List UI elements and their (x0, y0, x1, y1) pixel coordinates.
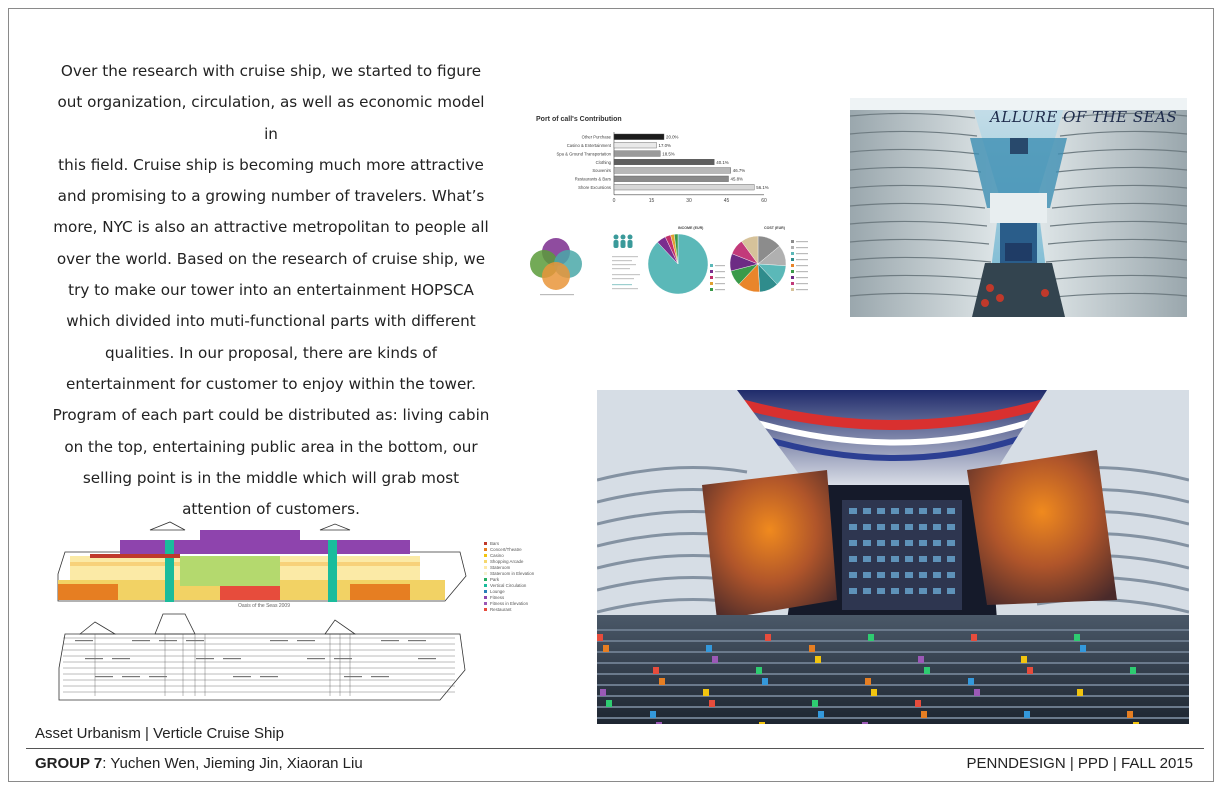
legend-swatch (484, 578, 487, 581)
venn-diagram (530, 238, 582, 295)
bar-category-label: Casino & Entertainment (566, 143, 611, 148)
group-members: : Yuchen Wen, Jieming Jin, Xiaoran Liu (102, 755, 363, 772)
bar-value-label: 40.1% (716, 159, 729, 165)
atrium-window (919, 572, 927, 578)
atrium-window (933, 524, 941, 530)
deck-label (270, 640, 288, 641)
deck-label (132, 640, 150, 641)
atrium-window (947, 540, 955, 546)
group-name: GROUP 7 (35, 755, 103, 772)
atrium-window (849, 540, 857, 546)
deck-label (196, 658, 214, 659)
bar-value-label: 45.8% (730, 176, 743, 182)
pie-legend-swatch (791, 288, 794, 291)
deck-label (418, 658, 436, 659)
seat-cushion (606, 700, 612, 707)
seat-cushion (815, 656, 821, 663)
legend-swatch (484, 596, 487, 599)
atrium-window (933, 588, 941, 594)
deck-label (344, 676, 362, 677)
deck-label (297, 640, 315, 641)
deck-label (186, 640, 204, 641)
atrium-window (919, 540, 927, 546)
seat-cushion (650, 711, 656, 718)
cruise-ship-section-colored (50, 518, 470, 614)
seat-cushion (603, 645, 609, 652)
atrium-photo-art (850, 98, 1187, 317)
atrium-window (891, 540, 899, 546)
pie-legend-swatch (791, 282, 794, 285)
atrium-window (933, 556, 941, 562)
seat-cushion (924, 667, 930, 674)
legend-swatch (484, 608, 487, 611)
atrium-window (877, 588, 885, 594)
atrium-window (891, 556, 899, 562)
group-credit (35, 755, 363, 772)
intro-line: attention of customers. (182, 500, 360, 519)
ship-section-colored-art (50, 518, 470, 614)
legend-label: Park (490, 576, 500, 582)
atrium-window (947, 556, 955, 562)
pie-legend-swatch (791, 276, 794, 279)
atrium-climbing-wall-photo (597, 390, 1189, 724)
legend-label: Restaurant (490, 606, 512, 612)
seat-cushion (968, 678, 974, 685)
intro-line: Program of each part could be distributed as: living cabin (52, 406, 490, 425)
legend-item (484, 570, 534, 576)
deck-label (112, 658, 130, 659)
legend-swatch (484, 584, 487, 587)
deck-label (122, 676, 140, 677)
atrium-window (863, 540, 871, 546)
intro-line: this field. Cruise ship is becoming much more attractive (58, 155, 484, 174)
aquatheater-photo-art (597, 390, 1189, 724)
deck-label (381, 640, 399, 641)
ship-section-caption: Oasis of the Seas 2009 (238, 603, 290, 609)
seat-cushion (703, 689, 709, 696)
legend-item (484, 600, 534, 606)
venn-circle (542, 262, 570, 290)
atrium-window (863, 588, 871, 594)
bar-value-label: 17.0% (658, 143, 671, 148)
pie-legend-swatch (791, 258, 794, 261)
seat-cushion (809, 645, 815, 652)
seat-cushion (597, 634, 603, 641)
cost-pie-title: COST (EUR) (764, 226, 785, 230)
deck-label (334, 658, 352, 659)
seat-cushion (659, 678, 665, 685)
deck-label (75, 640, 93, 641)
seat-cushion (1130, 667, 1136, 674)
pie-legend-swatch (791, 240, 794, 243)
pie-legend-line (796, 241, 808, 242)
venn-caption-line (540, 294, 574, 295)
pie-legend-swatch (791, 270, 794, 273)
ship-program-legend (484, 540, 534, 612)
legend-label: Stateroom (490, 564, 511, 570)
legend-label: Shopping Arcade (490, 558, 524, 564)
seat-cushion (712, 656, 718, 663)
people-icon (614, 235, 633, 249)
pie-legend-swatch (710, 282, 713, 285)
atrium-window (905, 540, 913, 546)
seat-cushion (862, 722, 868, 724)
cruise-ship-section-line (55, 612, 470, 706)
intro-text (50, 56, 492, 525)
deck-label (223, 658, 241, 659)
pie-legend-line (796, 259, 808, 260)
seat-cushion (921, 711, 927, 718)
school-credit: PENNDESIGN | PPD | FALL 2015 (966, 755, 1193, 772)
infographic (528, 106, 830, 316)
atrium-window (877, 508, 885, 514)
bar-category-label: Spa & Ground Transportation (556, 151, 611, 157)
deck-label (307, 658, 325, 659)
bar-value-label: 56.1% (756, 185, 769, 190)
seat-cushion (1133, 722, 1139, 724)
deck-label (85, 658, 103, 659)
pie-legend-swatch (710, 276, 713, 279)
atrium-window (849, 524, 857, 530)
legend-label: Bars (490, 540, 500, 546)
seat-cushion (1027, 667, 1033, 674)
pie-legend-swatch (710, 264, 713, 267)
atrium-window (947, 524, 955, 530)
bar-category-label: Shore Excursions (578, 185, 611, 190)
deck-label (149, 676, 167, 677)
seat-cushion (918, 656, 924, 663)
seat-cushion (915, 700, 921, 707)
pie-legend-line (796, 283, 808, 284)
seat-cushion (653, 667, 659, 674)
atrium-window (891, 524, 899, 530)
atrium-window (919, 556, 927, 562)
intro-line: over the world. Based on the research of cruise ship, we (56, 249, 486, 268)
x-tick-label: 0 (612, 197, 616, 204)
atrium-window (933, 540, 941, 546)
pie-legend-swatch (791, 264, 794, 267)
cost-pie-chart (730, 236, 786, 292)
intro-line: out organization, circulation, as well as economic model in (57, 93, 485, 143)
pie-legend-line (715, 277, 725, 278)
seat-cushion (706, 645, 712, 652)
legend-swatch (484, 554, 487, 557)
legend-label: Stateroom in Elevation (490, 570, 535, 576)
atrium-window (849, 508, 857, 514)
pie-legend-line (715, 271, 725, 272)
deck-label (95, 676, 113, 677)
atrium-window (905, 572, 913, 578)
pie-legend-swatch (791, 246, 794, 249)
intro-line: entertainment for customer to enjoy within the tower. (66, 374, 476, 393)
seat-cushion (1021, 656, 1027, 663)
intro-line: more, NYC is also an attractive metropolitan to people all (53, 218, 489, 237)
pie-legend-line (796, 253, 808, 254)
pie-legend-line (715, 283, 725, 284)
intro-line: selling point is in the middle which will grab most (82, 468, 460, 487)
seat-cushion (1127, 711, 1133, 718)
seat-cushion (762, 678, 768, 685)
seat-cushion (756, 667, 762, 674)
intro-line: Over the research with cruise ship, we started to figure (60, 62, 482, 80)
atrium-window (877, 540, 885, 546)
atrium-window (933, 508, 941, 514)
bar-category-label: Souvenirs (592, 168, 611, 174)
atrium-window (877, 556, 885, 562)
x-tick-label: 45 (723, 197, 730, 204)
deck-label (408, 640, 426, 641)
seat-cushion (1074, 634, 1080, 641)
legend-label: Vertical Circulation (490, 582, 527, 588)
bar-category-label: Clothing (595, 159, 611, 165)
atrium-window (849, 556, 857, 562)
chart-title: Port of call's Contribution (536, 116, 622, 123)
deck-label (159, 640, 177, 641)
legend-label: Concert/Theatre (490, 546, 522, 552)
atrium-window (891, 572, 899, 578)
bar-value-label: 20.0% (666, 134, 679, 140)
allure-of-the-seas-label: ALLURE OF THE SEAS (990, 108, 1178, 126)
deck-label (371, 676, 389, 677)
intro-line: and promising to a growing number of travelers. What’s (57, 187, 485, 206)
legend-label: Casino (490, 552, 504, 558)
pie-legend-swatch (791, 252, 794, 255)
bar-category-label: Restaurants & Bars (574, 176, 611, 182)
legend-label: Fitness in Elevation (490, 600, 529, 606)
economics-chart-panel (528, 106, 830, 316)
seat-cushion (656, 722, 662, 724)
atrium-window (947, 588, 955, 594)
atrium-window (933, 572, 941, 578)
legend-swatch (484, 572, 487, 575)
seat-cushion (812, 700, 818, 707)
atrium-window (905, 524, 913, 530)
atrium-window (849, 588, 857, 594)
intro-line: which divided into muti-functional parts with different (66, 312, 476, 331)
legend-swatch (484, 542, 487, 545)
ship-section-line-art (55, 612, 470, 706)
atrium-window (877, 572, 885, 578)
seat-cushion (709, 700, 715, 707)
seat-cushion (1024, 711, 1030, 718)
pie-legend-line (715, 265, 725, 266)
atrium-window (863, 556, 871, 562)
atrium-window (891, 588, 899, 594)
project-caption: Asset Urbanism | Verticle Cruise Ship (35, 725, 284, 742)
pie-legend-swatch (710, 270, 713, 273)
legend-swatch (484, 560, 487, 563)
atrium-window (919, 508, 927, 514)
seat-cushion (765, 634, 771, 641)
deck-label (233, 676, 251, 677)
atrium-window (863, 508, 871, 514)
deck-label (260, 676, 278, 677)
footer-divider (26, 748, 1204, 749)
seat-cushion (868, 634, 874, 641)
pie-legend-line (796, 271, 808, 272)
seat-cushion (974, 689, 980, 696)
income-pie-title: INCOME (EUR) (678, 226, 704, 230)
infographic-text-lines (612, 256, 640, 289)
pie-legend-line (796, 265, 808, 266)
pie-legend-swatch (710, 288, 713, 291)
allure-of-the-seas-photo (850, 98, 1187, 317)
atrium-window (919, 588, 927, 594)
legend-item (484, 606, 534, 612)
bar-value-label: 46.7% (732, 168, 746, 174)
atrium-window (863, 572, 871, 578)
bar-category-label: Other Purchase (581, 134, 611, 140)
atrium-window (947, 572, 955, 578)
intro-line: try to make our tower into an entertainment HOPSCA (68, 281, 474, 300)
seat-cushion (865, 678, 871, 685)
legend-swatch (484, 602, 487, 605)
intro-line: on the top, entertaining public area in the bottom, our (64, 437, 478, 456)
legend-swatch (484, 548, 487, 551)
atrium-window (877, 524, 885, 530)
atrium-window (905, 556, 913, 562)
pie-legend-line (715, 289, 725, 290)
seat-cushion (971, 634, 977, 641)
atrium-window (905, 508, 913, 514)
seat-cushion (759, 722, 765, 724)
x-tick-label: 15 (648, 197, 655, 204)
bar-value-label: 18.5% (662, 151, 675, 157)
atrium-window (919, 524, 927, 530)
legend-label: Lounge (490, 588, 505, 594)
legend-swatch (484, 590, 487, 593)
legend-swatch (484, 566, 487, 569)
intro-line: qualities. In our proposal, there are kinds of (105, 343, 437, 362)
seat-cushion (1077, 689, 1083, 696)
pie-legend-line (796, 289, 808, 290)
atrium-window (863, 524, 871, 530)
seat-cushion (818, 711, 824, 718)
legend-label: Fitness (490, 594, 505, 600)
income-pie-chart (648, 234, 708, 294)
x-tick-label: 30 (686, 197, 692, 204)
seat-cushion (1080, 645, 1086, 652)
pie-legend-line (796, 247, 808, 248)
x-tick-label: 60 (761, 197, 767, 204)
pie-legend-line (796, 277, 808, 278)
atrium-window (891, 508, 899, 514)
seat-cushion (600, 689, 606, 696)
atrium-window (905, 588, 913, 594)
atrium-window (849, 572, 857, 578)
atrium-window (947, 508, 955, 514)
seat-cushion (871, 689, 877, 696)
